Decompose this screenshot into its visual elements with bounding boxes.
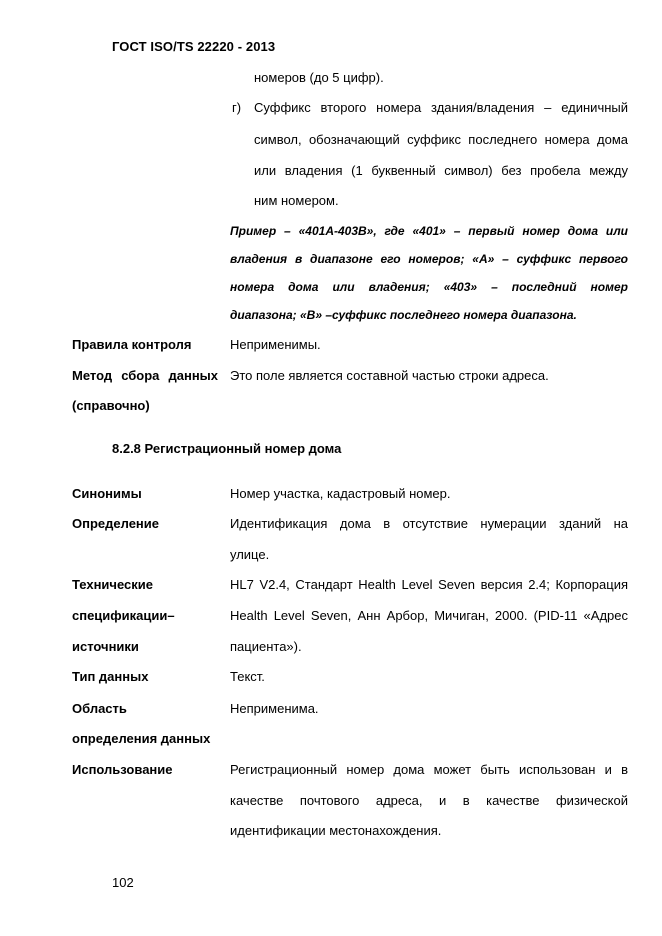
- field-label-domain: Область: [72, 701, 127, 716]
- page-number: 102: [112, 875, 134, 890]
- field-label-tech: источники: [72, 639, 139, 654]
- field-value-tech-line: Health Level Seven, Анн Арбор, Мичиган, 2000. (PID-11 «Адрес: [230, 608, 628, 623]
- field-value-tech-line: HL7 V2.4, Стандарт Health Level Seven версия 2.4; Корпорация: [230, 577, 628, 592]
- field-label-rules: Правила контроля: [72, 337, 192, 352]
- field-label-datatype: Тип данных: [72, 669, 149, 684]
- field-value-usage-line: качестве почтового адреса, и в качестве физической: [230, 793, 628, 808]
- field-value-synonyms: Номер участка, кадастровый номер.: [230, 486, 451, 501]
- example-line: номера дома или владения; «403» – последний номер: [230, 280, 628, 294]
- field-value-usage-line: идентификации местонахождения.: [230, 823, 442, 838]
- field-value-definition-line: улице.: [230, 547, 270, 562]
- example-line: владения в диапазоне его номеров; «А» – суффикс первого: [230, 252, 628, 266]
- field-label-usage: Использование: [72, 762, 173, 777]
- field-value-usage-line: Регистрационный номер дома может быть использован и в: [230, 762, 628, 777]
- field-value-definition-line: Идентификация дома в отсутствие нумерации зданий на: [230, 516, 628, 531]
- field-value-domain: Неприменима.: [230, 701, 319, 716]
- list-item-g-line: ним номером.: [254, 193, 339, 208]
- field-value-method: Это поле является составной частью строки адреса.: [230, 368, 549, 383]
- field-value-datatype: Текст.: [230, 669, 265, 684]
- list-item-g-line: Суффикс второго номера здания/владения – единичный: [254, 100, 628, 115]
- example-line: Пример – «401А-403В», где «401» – первый номер дома или: [230, 224, 628, 238]
- example-line: диапазона; «В» –суффикс последнего номера диапазона.: [230, 308, 577, 322]
- field-label-tech: спецификации–: [72, 608, 175, 623]
- field-value-tech-line: пациента»).: [230, 639, 302, 654]
- field-label-definition: Определение: [72, 516, 160, 531]
- list-continuation-line: номеров (до 5 цифр).: [254, 70, 384, 85]
- field-label-method: Метод сбора данных: [72, 368, 218, 383]
- list-item-g-line: или владения (1 буквенный символ) без пробела между: [254, 163, 628, 178]
- section-title: 8.2.8 Регистрационный номер дома: [112, 441, 342, 456]
- field-label-synonyms: Синонимы: [72, 486, 142, 501]
- field-label-method-note: (справочно): [72, 398, 150, 413]
- document-header: ГОСТ ISO/TS 22220 - 2013: [112, 39, 276, 54]
- field-value-rules: Неприменимы.: [230, 337, 321, 352]
- list-marker-g: г): [232, 100, 242, 115]
- field-label-tech: Технические: [72, 577, 153, 592]
- list-item-g-line: символ, обозначающий суффикс последнего номера дома: [254, 132, 628, 147]
- field-label-domain: определения данных: [72, 731, 211, 746]
